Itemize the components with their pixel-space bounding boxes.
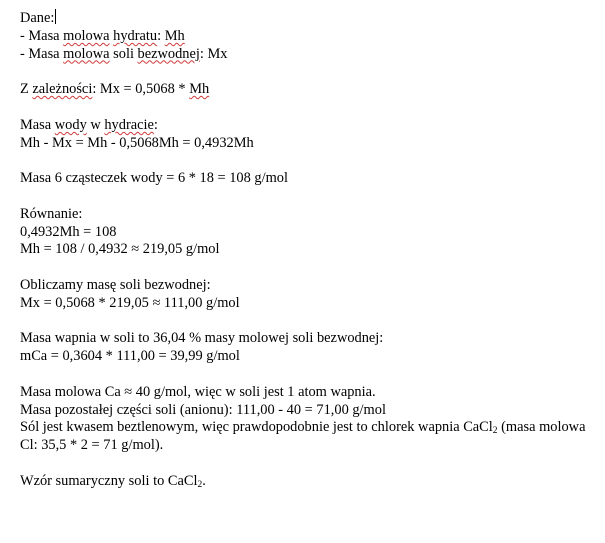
- formula-line: Wzór sumaryczny soli to CaCl$_2$.: [20, 472, 206, 490]
- blank-line: [20, 99, 605, 117]
- conclusion-paragraph: Sól jest kwasem beztlenowym, więc prawdopodobnie jest to chlorek wapnia CaCl$_2$ (masa molowa Cl: 35,5 * 2 = 71 g/mol).: [20, 419, 586, 454]
- spelling-error-underline[interactable]: molowa: [63, 45, 110, 62]
- equation-line-1: 0,4932Mh = 108: [20, 223, 117, 240]
- water-six-molecules: Masa 6 cząsteczek wody = 6 * 18 = 108 g/mol: [20, 170, 289, 187]
- spelling-error-underline[interactable]: Mh: [189, 81, 210, 98]
- anhydrous-heading: Obliczamy masę soli bezwodnej:: [20, 276, 211, 293]
- spelling-error-underline[interactable]: bezwodnej: [137, 45, 200, 62]
- spelling-error-underline[interactable]: wody: [54, 116, 87, 133]
- calcium-note: Masa molowa Ca ≈ 40 g/mol, więc w soli jest 1 atom wapnia.: [20, 383, 376, 400]
- blank-line: [20, 63, 605, 81]
- blank-line: [20, 188, 605, 206]
- blank-line: [20, 259, 605, 277]
- spelling-error-underline[interactable]: hydratu: [113, 27, 158, 44]
- spelling-error-underline[interactable]: molowa: [63, 27, 110, 44]
- blank-line: [20, 455, 605, 473]
- equation-heading: Równanie:: [20, 205, 83, 222]
- blank-line: [20, 152, 605, 170]
- spelling-error-underline[interactable]: hydracie: [104, 116, 154, 133]
- spelling-error-underline[interactable]: Mh: [164, 27, 185, 44]
- given-hydrate-mass: - Masa molowa hydratu: Mh: [20, 27, 185, 44]
- given-heading: Dane:: [20, 10, 55, 26]
- given-anhydrous-mass: - Masa molowa soli bezwodnej: Mx: [20, 45, 228, 62]
- water-heading: Masa wody w hydracie:: [20, 116, 158, 133]
- calcium-heading: Masa wapnia w soli to 36,04 % masy molowej soli bezwodnej:: [20, 330, 384, 347]
- equation-line-2: Mh = 108 / 0,4932 ≈ 219,05 g/mol: [20, 241, 220, 258]
- anion-calculation: Masa pozostałej części soli (anionu): 111,00 - 40 = 71,00 g/mol: [20, 401, 386, 418]
- water-calculation: Mh - Mx = Mh - 0,5068Mh = 0,4932Mh: [20, 134, 254, 151]
- calcium-calculation: mCa = 0,3604 * 111,00 = 39,99 g/mol: [20, 348, 240, 365]
- spelling-error-underline[interactable]: zależności: [32, 81, 93, 98]
- blank-line: [20, 313, 605, 331]
- blank-line: [20, 366, 605, 384]
- anhydrous-calculation: Mx = 0,5068 * 219,05 ≈ 111,00 g/mol: [20, 294, 240, 311]
- dependency-line: Z zależności: Mx = 0,5068 * Mh: [20, 81, 210, 98]
- text-cursor: [55, 9, 56, 24]
